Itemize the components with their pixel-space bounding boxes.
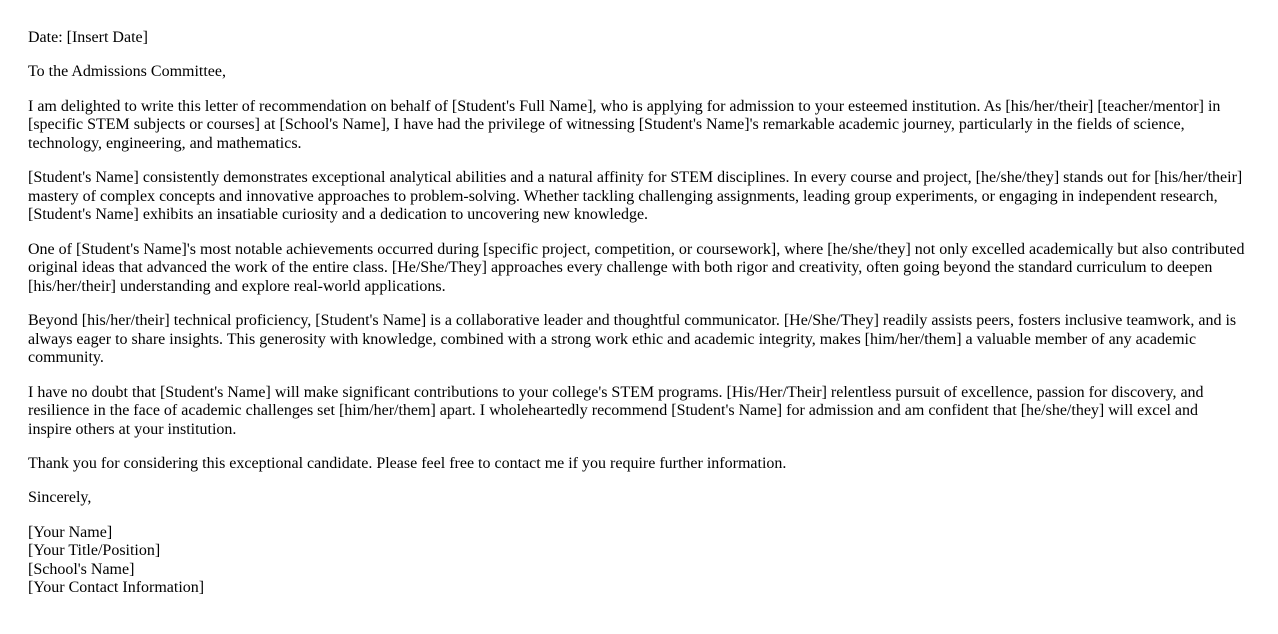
date-line: Date: [Insert Date] xyxy=(28,29,148,46)
signature-contact-line: [Your Contact Information] xyxy=(28,579,205,597)
signoff: Sincerely, xyxy=(28,489,92,507)
body-paragraph-intro: I am delighted to write this letter of recommendation on behalf of [Student's Full Name], who is applying for admission to your esteemed institution. As [his/her/their] [teacher/mentor] in [specific STEM subjects or courses] at [School's Name], I have had the privilege of witnessing [Student's Name]'s remarkable academic journey, particularly in the fields of science, technology, engineering, and mathematics. xyxy=(28,97,1221,152)
signature-name-line: [Your Name] xyxy=(28,523,113,541)
signature-block xyxy=(28,524,1245,598)
signature-school-line: [School's Name] xyxy=(28,560,135,578)
body-paragraph-endorsement: I have no doubt that [Student's Name] will make significant contributions to your college's STEM programs. [His/Her/Their] relentless pursuit of excellence, passion for discovery, and resilience in the face of academic challenges set [him/her/them] apart. I wholeheartedly recommend [Student's Name] for admission and am confident that [he/she/they] will excel and inspire others at your institution. xyxy=(28,383,1204,438)
closing-paragraph: Thank you for considering this exceptional candidate. Please feel free to contact me if you require further information. xyxy=(28,454,787,472)
salutation: To the Admissions Committee, xyxy=(28,63,226,81)
body-paragraph-collaboration: Beyond [his/her/their] technical proficiency, [Student's Name] is a collaborative leader and thoughtful communicator. [He/She/They] readily assists peers, fosters inclusive teamwork, and is always eager to share insights. This generosity with knowledge, combined with a strong work ethic and academic integrity, makes [him/her/them] a valuable member of any academic community. xyxy=(28,312,1237,367)
body-paragraph-abilities: [Student's Name] consistently demonstrates exceptional analytical abilities and a natural affinity for STEM disciplines. In every course and project, [he/she/they] stands out for [his/her/their] mastery of complex concepts and innovative approaches to problem-solving. Whether tackling challenging assignments, leading group experiments, or engaging in independent research, [Student's Name] exhibits an insatiable curiosity and a dedication to uncovering new knowledge. xyxy=(28,169,1243,224)
body-paragraph-achievements: One of [Student's Name]'s most notable achievements occurred during [specific project, competition, or coursework], where [he/she/they] not only excelled academically but also contributed original ideas that advanced the work of the entire class. [He/She/They] approaches every challenge with both rigor and creativity, often going beyond the standard curriculum to deepen [his/her/their] understanding and explore real-world applications. xyxy=(28,240,1245,295)
signature-title-line: [Your Title/Position] xyxy=(28,542,161,560)
